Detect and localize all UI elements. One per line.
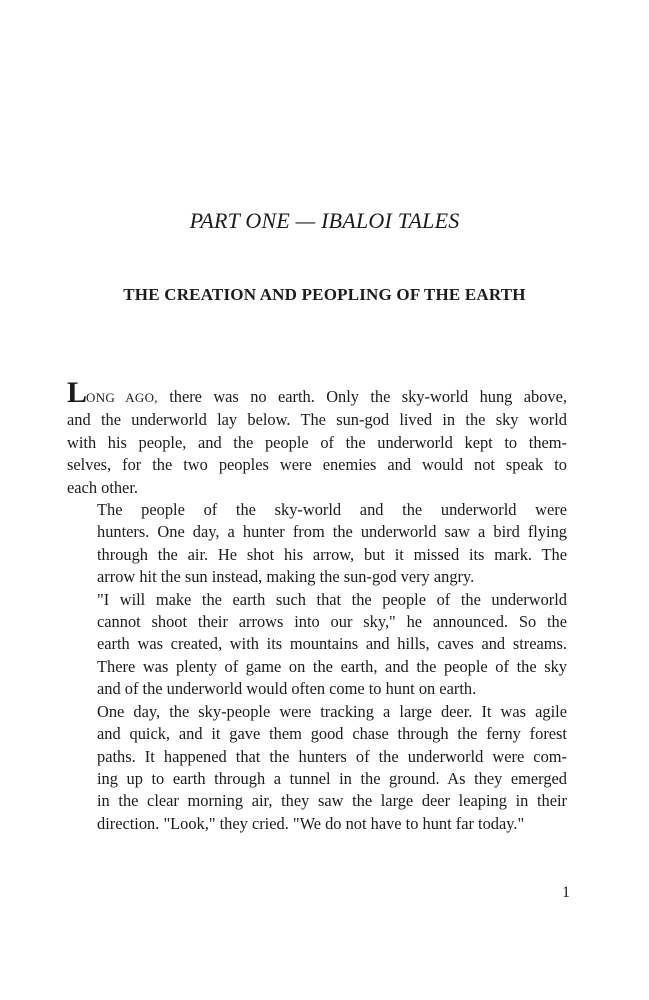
text-line: The people of the sky-world and the underworld were — [97, 500, 567, 520]
line-text: there was no earth. Only the sky-world hung above, — [157, 387, 567, 406]
text-line: each other. — [67, 477, 138, 497]
paragraph-2 — [67, 499, 567, 589]
text-line: with his people, and the people of the underworld kept to them- — [67, 432, 567, 452]
text-line: There was plenty of game on the earth, and the people of the sky — [97, 656, 567, 676]
paragraph-3 — [67, 589, 567, 701]
text-line: One day, the sky-people were tracking a large deer. It was agile — [97, 701, 567, 721]
text-line: direction. "Look," they cried. "We do not have to hunt far today." — [97, 813, 525, 833]
text-line: paths. It happened that the hunters of the underworld were com- — [97, 746, 567, 766]
text-line: and quick, and it gave them good chase through the ferny forest — [97, 724, 567, 744]
small-caps-opening: ONG AGO, — [86, 390, 158, 405]
drop-cap: L — [67, 376, 87, 409]
text-line: and of the underworld would often come to hunt on earth. — [97, 679, 477, 699]
text-line: in the clear morning air, they saw the large deer leaping in their — [97, 791, 567, 811]
chapter-title: THE CREATION AND PEOPLING OF THE EARTH — [123, 285, 526, 304]
text-line: earth was created, with its mountains and hills, caves and streams. — [97, 634, 567, 654]
text-line: hunters. One day, a hunter from the underworld saw a bird flying — [97, 522, 567, 542]
text-line: arrow hit the sun instead, making the sun-god very angry. — [97, 567, 475, 587]
text-line: cannot shoot their arrows into our sky," he announced. So the — [97, 612, 567, 632]
text-line — [67, 376, 567, 409]
paragraph-1 — [67, 376, 567, 499]
text-line: selves, for the two peoples were enemies and would not speak to — [67, 455, 567, 475]
text-line: ing up to earth through a tunnel in the ground. As they emerged — [97, 768, 567, 788]
paragraph-4 — [67, 701, 567, 835]
text-line: and the underworld lay below. The sun-god lived in the sky world — [67, 410, 567, 430]
page-number: 1 — [562, 884, 570, 901]
text-line: through the air. He shot his arrow, but it missed its mark. The — [97, 544, 567, 564]
body-text — [67, 376, 567, 835]
part-title: PART ONE — IBALOI TALES — [189, 208, 460, 233]
text-line: "I will make the earth such that the people of the underworld — [97, 589, 567, 609]
